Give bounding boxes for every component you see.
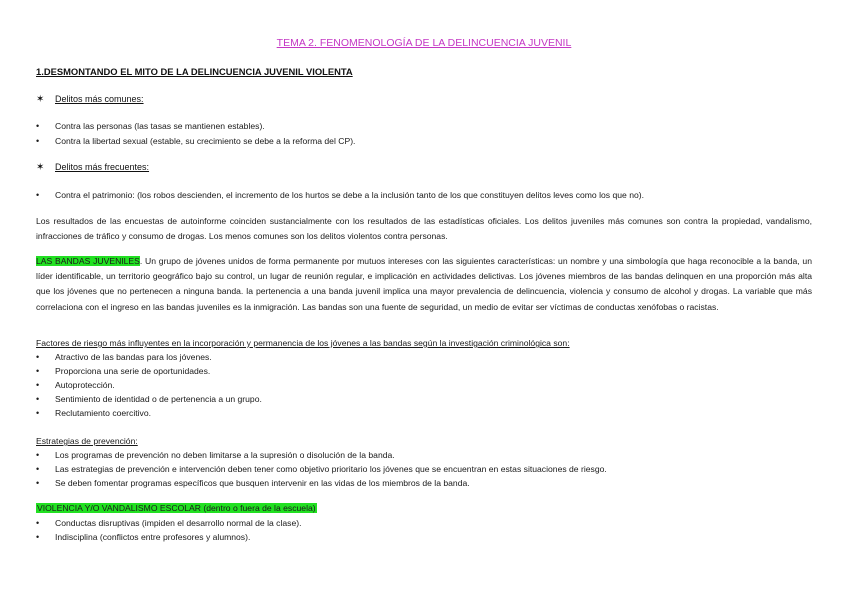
star-bullet-icon: ✶ bbox=[36, 162, 45, 173]
list-item-text: Autoprotección. bbox=[55, 380, 115, 390]
list-item bbox=[36, 408, 151, 418]
bullet-icon: • bbox=[36, 190, 40, 200]
list-item bbox=[36, 464, 607, 474]
list-item bbox=[36, 366, 210, 376]
star-bullet-icon: ✶ bbox=[36, 94, 45, 105]
bullet-icon: • bbox=[36, 394, 40, 404]
list-item-text: Proporciona una serie de oportunidades. bbox=[55, 366, 211, 376]
bullet-icon: • bbox=[36, 352, 40, 362]
list-item bbox=[36, 352, 212, 362]
factores-heading: Factores de riesgo más influyentes en la incorporación y permanencia de los jóvenes a las bandas según la investigación criminológica son: bbox=[36, 338, 570, 348]
comunes-heading bbox=[36, 94, 144, 105]
frecuentes-heading bbox=[36, 162, 149, 173]
comunes-label: Delitos más comunes: bbox=[55, 94, 144, 104]
estrategias-heading: Estrategias de prevención: bbox=[36, 436, 138, 446]
bullet-icon: • bbox=[36, 136, 40, 146]
list-item bbox=[36, 190, 644, 200]
list-item-text: Contra la libertad sexual (estable, su crecimiento se debe a la reforma del CP). bbox=[55, 136, 356, 146]
bullet-icon: • bbox=[36, 366, 40, 376]
bullet-icon: • bbox=[36, 518, 40, 528]
frecuentes-label: Delitos más frecuentes: bbox=[55, 162, 150, 172]
bullet-icon: • bbox=[36, 121, 40, 131]
bullet-icon: • bbox=[36, 464, 40, 474]
list-item-text: Conductas disruptivas (impiden el desarrollo normal de la clase). bbox=[55, 518, 302, 528]
list-item-text: Reclutamiento coercitivo. bbox=[55, 408, 152, 418]
paragraph-bandas-text: . Un grupo de jóvenes unidos de forma permanente por mutuos intereses con las siguientes características: un nombre y una simbología que haga reconocible a la banda, un líder identificable, un territorio geográfico bajo su control, un lugar de reunión regular, e implicación en actividades delictivas. Los jóvenes miembros de las bandas delinquen en una proporción más alta que los jóvenes que no pertenecen a ninguna banda. la pertenencia a una banda juvenil implica una mayor prevalencia de delincuencia, violencia y consumo de alcohol y drogas. La variable que más correlaciona con el ingreso en las bandas juveniles es la inmigración. Las bandas son una fuente de seguridad, un medio de evitar ser víctimas de conductas xenófobas o racistas. bbox=[36, 256, 812, 312]
bullet-icon: • bbox=[36, 408, 40, 418]
list-item-text: Indisciplina (conflictos entre profesores y alumnos). bbox=[55, 532, 251, 542]
list-item-text: Contra las personas (las tasas se mantienen estables). bbox=[55, 121, 265, 131]
list-item bbox=[36, 532, 250, 542]
section-heading: 1.DESMONTANDO EL MITO DE LA DELINCUENCIA JUVENIL VIOLENTA bbox=[36, 66, 353, 77]
list-item-text: Contra el patrimonio: (los robos descienden, el incremento de los hurtos se debe a la inclusión tanto de los que constituyen delitos leves como los que no). bbox=[55, 190, 645, 200]
bullet-icon: • bbox=[36, 380, 40, 390]
list-item bbox=[36, 450, 395, 460]
paragraph-autoinforme: Los resultados de las encuestas de autoinforme coinciden sustancialmente con los resultados de las estadísticas oficiales. Los delitos juveniles más comunes son contra la propiedad, vandalismo, infracciones de tráfico y consumo de drogas. Los menos comunes son los delitos violentos contra personas. bbox=[36, 216, 812, 242]
highlight-bandas: LAS BANDAS JUVENILES bbox=[36, 256, 140, 266]
list-item bbox=[36, 136, 355, 146]
list-item bbox=[36, 380, 115, 390]
bullet-icon: • bbox=[36, 532, 40, 542]
paragraph-bandas bbox=[36, 254, 812, 315]
bullet-icon: • bbox=[36, 478, 40, 488]
list-item-text: Sentimiento de identidad o de pertenencia a un grupo. bbox=[55, 394, 262, 404]
violencia-heading: VIOLENCIA Y/O VANDALISMO ESCOLAR (dentro o fuera de la escuela) bbox=[37, 503, 316, 513]
list-item-text: Se deben fomentar programas específicos que busquen intervenir en las vidas de los miembros de la banda. bbox=[55, 478, 470, 488]
list-item bbox=[36, 478, 470, 488]
list-item-text: Los programas de prevención no deben limitarse a la supresión o disolución de la banda. bbox=[55, 450, 395, 460]
list-item bbox=[36, 121, 265, 131]
list-item-text: Las estrategias de prevención e intervención deben tener como objetivo prioritario los jóvenes que se encuentran en estas situaciones de riesgo. bbox=[55, 464, 607, 474]
list-item bbox=[36, 394, 262, 404]
document-title: TEMA 2. FENOMENOLOGÍA DE LA DELINCUENCIA JUVENIL bbox=[276, 37, 572, 49]
list-item bbox=[36, 518, 301, 528]
bullet-icon: • bbox=[36, 450, 40, 460]
list-item-text: Atractivo de las bandas para los jóvenes. bbox=[55, 352, 212, 362]
